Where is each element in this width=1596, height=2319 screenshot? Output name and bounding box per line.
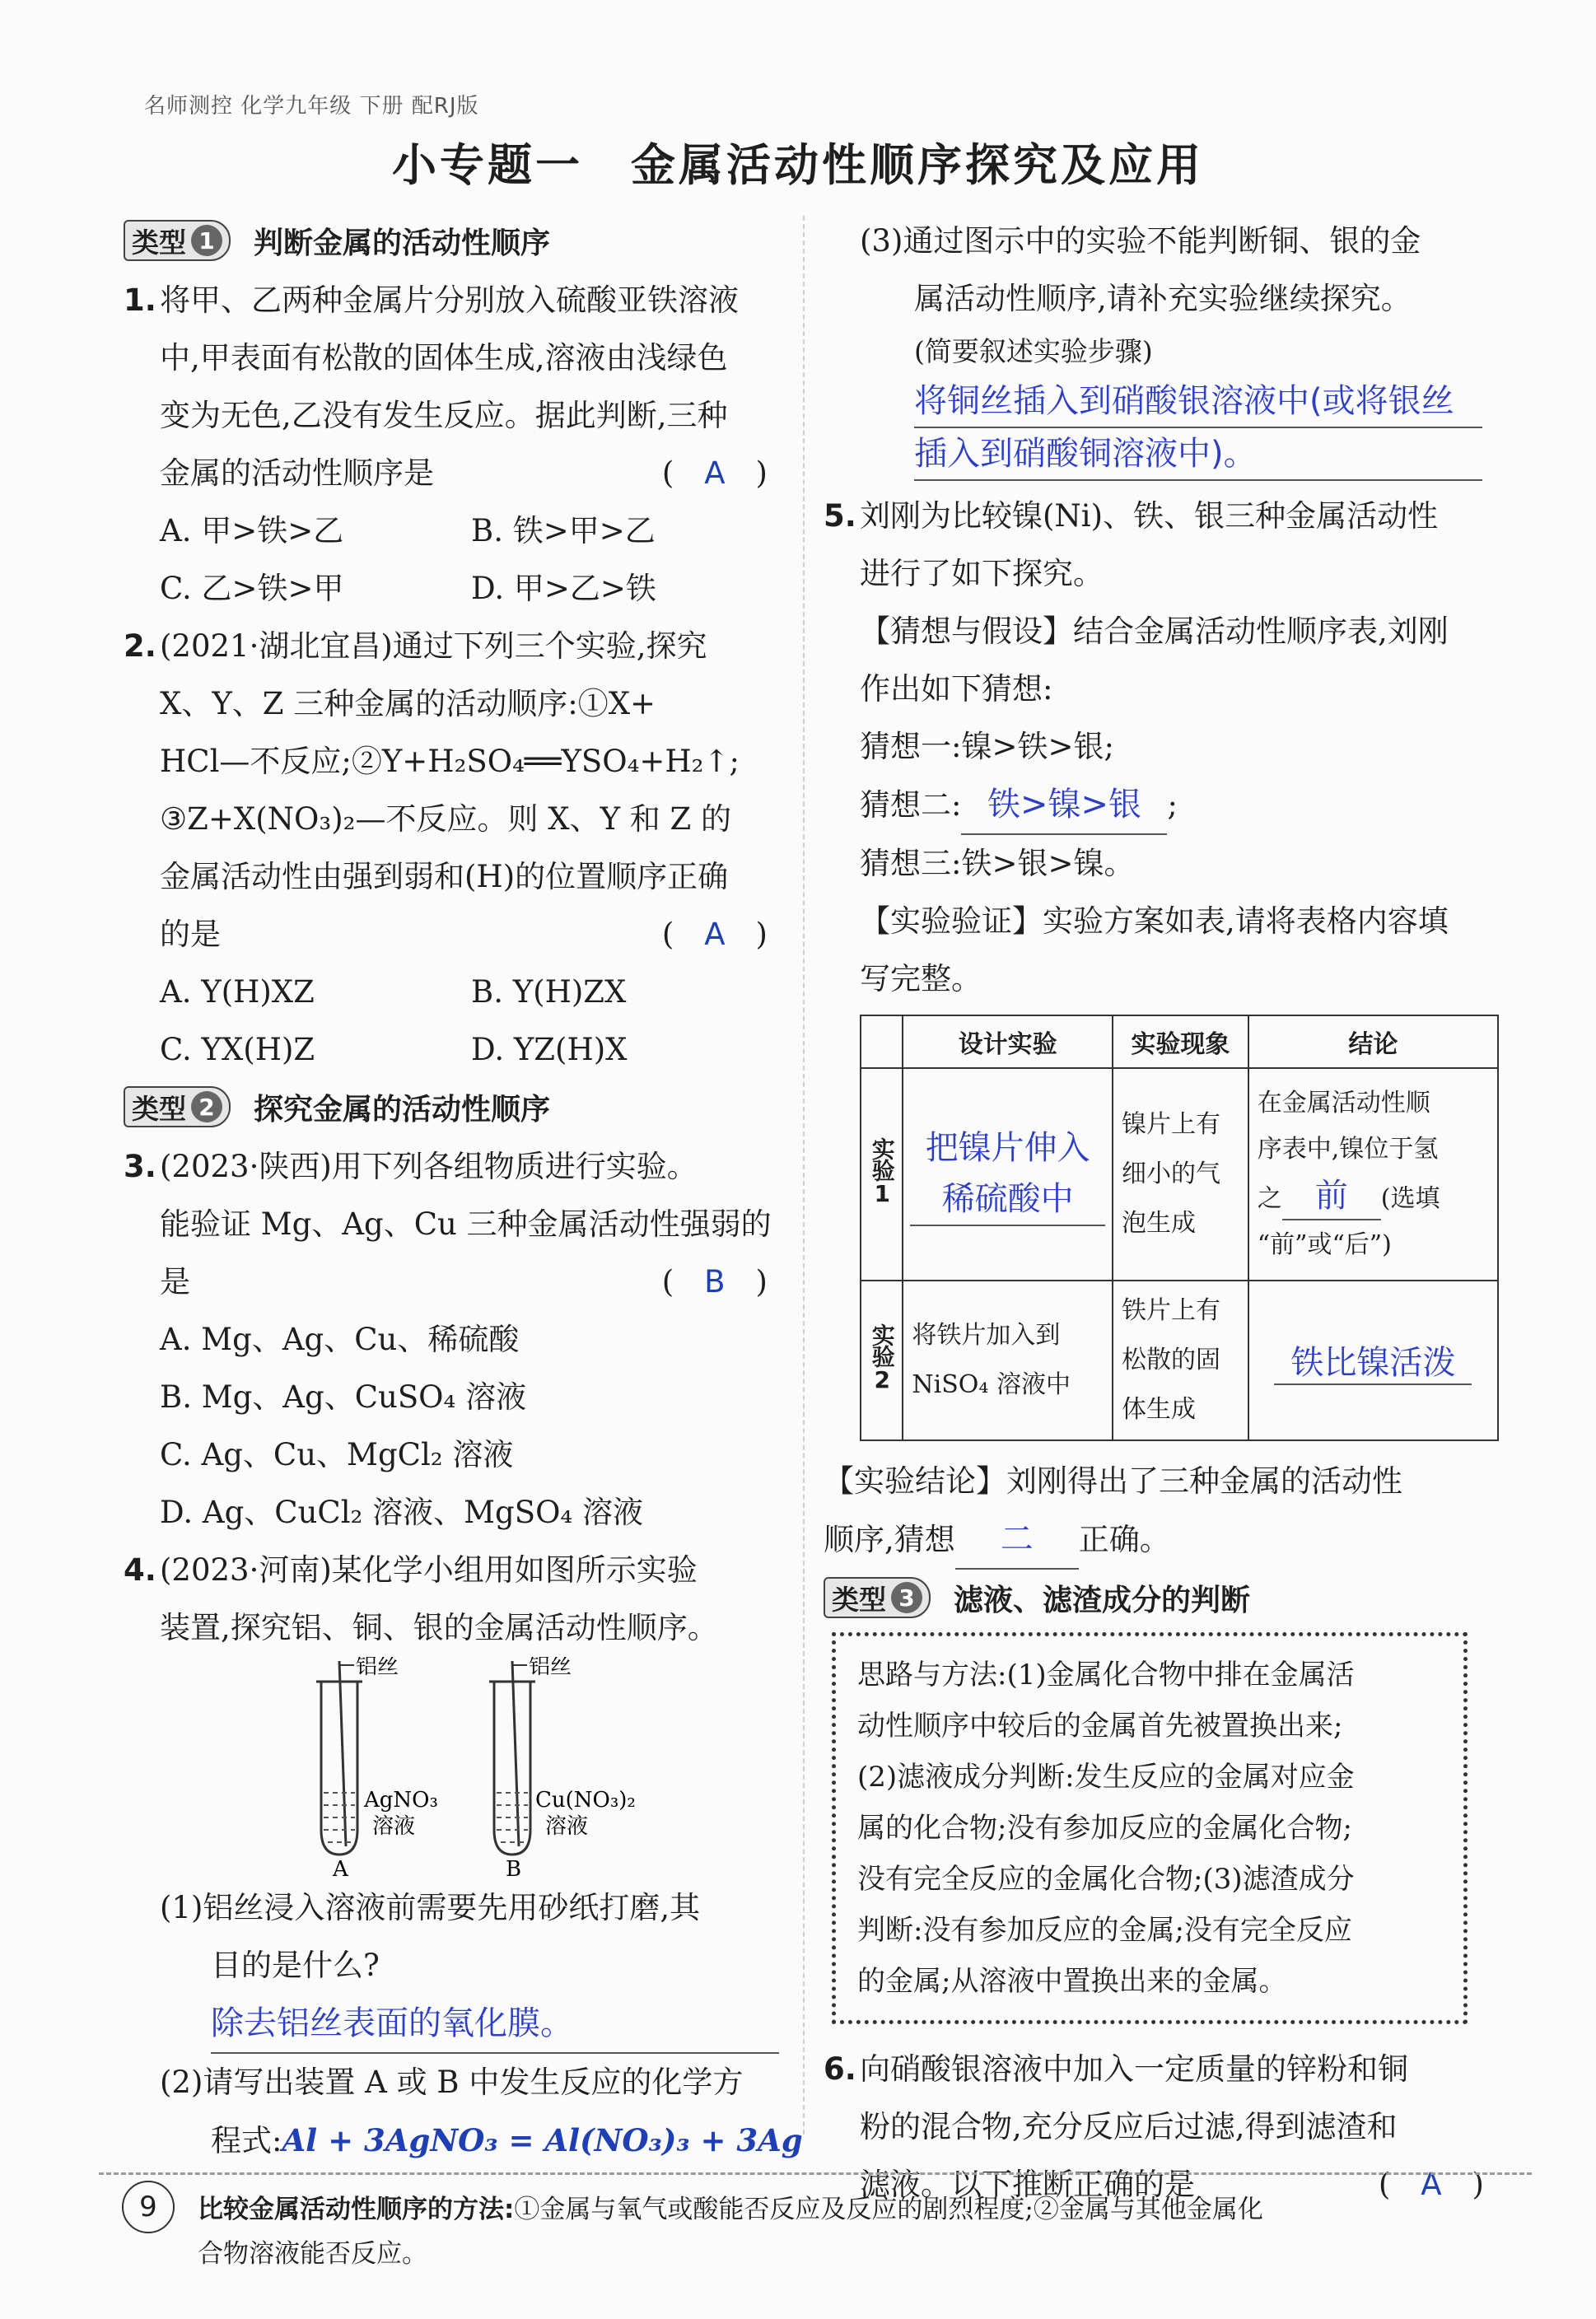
label-solution-a-word: 溶液 <box>372 1814 416 1839</box>
table-row <box>861 1068 1498 1281</box>
tip-line: 属的化合物;没有参加反应的金属化合物; <box>857 1812 1352 1845</box>
option-d: D. Ag、CuCl₂ 溶液、MgSO₄ 溶液 <box>160 1495 643 1530</box>
question-text: 装置,探究铝、铜、银的金属活动性顺序。 <box>160 1610 718 1645</box>
question-text: 是 <box>160 1264 190 1299</box>
cell-line: 体生成 <box>1122 1395 1196 1424</box>
cell-line: 镍片上有 <box>1122 1110 1220 1139</box>
answer-paren: ( B ) <box>661 1264 768 1299</box>
footer-tip-title: 比较金属活动性顺序的方法: <box>198 2195 515 2224</box>
option-b: B. Y(H)ZX <box>471 974 627 1010</box>
question-text: 的是 <box>160 917 221 952</box>
column-divider <box>803 216 805 2135</box>
handwritten-answer: 把镍片伸入稀硫酸中 <box>910 1122 1105 1226</box>
option-d: D. 甲>乙>铁 <box>471 571 656 606</box>
type2-heading <box>124 1080 782 1133</box>
option-a: A. Y(H)XZ <box>160 974 315 1010</box>
question-text: 将甲、乙两种金属片分别放入硫酸亚铁溶液 <box>160 282 739 318</box>
chemical-equation-answer: Al + 3AgNO₃ = Al(NO₃)₃ + 3Ag <box>282 2122 803 2158</box>
subquestion-text: 程式: <box>211 2123 282 2158</box>
options <box>124 560 782 618</box>
tip-line: 判断:没有参加反应的金属;没有完全反应 <box>857 1914 1352 1947</box>
row-label-text: 实验2 <box>868 1323 896 1392</box>
handwritten-answer: 插入到硝酸铜溶液中)。 <box>914 428 1482 481</box>
type-badge <box>824 1577 931 1618</box>
question-number: 6. <box>824 2051 856 2087</box>
type-label: 类型 <box>132 1092 186 1125</box>
option-d: D. YZ(H)X <box>471 1032 628 1067</box>
tip-line: (2)滤液成分判断:发生反应的金属对应金 <box>857 1761 1355 1794</box>
options <box>124 964 782 1021</box>
label-tube-b: B <box>506 1857 522 1879</box>
cell-line: (选填 <box>1380 1184 1440 1213</box>
option-c: C. Ag、Cu、MgCl₂ 溶液 <box>160 1437 514 1472</box>
handwritten-answer: 前 <box>1282 1173 1381 1220</box>
option-b: B. 铁>甲>乙 <box>471 513 656 548</box>
subquestion-text: (2)请写出装置 A 或 B 中发生反应的化学方 <box>160 2065 744 2100</box>
guess-1: 猜想一:镍>铁>银; <box>860 729 1114 764</box>
handwritten-answer: 将铜丝插入到硝酸银溶液中(或将银丝 <box>914 376 1482 428</box>
table-header: 设计实验 <box>903 1015 1113 1068</box>
question-text: 写完整。 <box>860 961 982 996</box>
options <box>124 502 782 560</box>
answer: A <box>1421 2167 1442 2202</box>
label-solution-b-word: 溶液 <box>545 1814 589 1839</box>
question-2 <box>124 618 782 1079</box>
tip-line: 没有完全反应的金属化合物;(3)滤渣成分 <box>857 1863 1355 1896</box>
table-cell <box>903 1281 1113 1440</box>
question-text: (2021·湖北宜昌)通过下列三个实验,探究 <box>160 628 707 664</box>
cell-line: 铁片上有 <box>1122 1296 1220 1325</box>
type-title: 探究金属的活动性顺序 <box>254 1092 551 1127</box>
type1-heading <box>124 214 782 267</box>
row-label <box>861 1068 903 1281</box>
book-header: 名师测控 化学九年级 下册 配RJ版 <box>144 94 479 119</box>
type-number: 2 <box>191 1091 222 1122</box>
label-aluminum-wire-a: 铝丝 <box>356 1657 399 1679</box>
subquestion-text: (简要叙述实验步骤) <box>914 335 1153 367</box>
guess-2-answer: 铁>镍>银 <box>961 776 1167 835</box>
table-header-empty <box>861 1015 903 1068</box>
question-number: 1. <box>124 282 156 318</box>
subquestion-text: 属活动性顺序,请补充实验继续探究。 <box>914 281 1412 316</box>
handwritten-answer: 除去铝丝表面的氧化膜。 <box>211 1995 779 2054</box>
question-text: 滤液。以下推断正确的是 <box>860 2167 1195 2202</box>
row-label-text: 实验1 <box>868 1136 896 1206</box>
question-4 <box>124 1542 803 2170</box>
table-cell <box>1113 1068 1248 1281</box>
label-solution-a: AgNO₃ <box>364 1788 438 1813</box>
question-text: 【实验结论】刘刚得出了三种金属的活动性 <box>824 1463 1402 1499</box>
question-number: 4. <box>124 1552 156 1588</box>
question-text: 正确。 <box>1078 1522 1170 1557</box>
guess-2-suffix: ; <box>1167 787 1178 823</box>
options <box>124 1021 782 1079</box>
option-a: A. 甲>铁>乙 <box>160 513 344 548</box>
footer-tip-text: 合物溶液能否反应。 <box>198 2239 427 2269</box>
table-header: 结论 <box>1248 1015 1498 1068</box>
question-text: X、Y、Z 三种金属的活动顺序:①X+ <box>160 686 656 721</box>
question-text: 向硝酸银溶液中加入一定质量的锌粉和铜 <box>860 2051 1408 2087</box>
footer-tip-text: ①金属与氧气或酸能否反应及反应的剧烈程度;②金属与其他金属化 <box>514 2195 1263 2224</box>
cell-line: 泡生成 <box>1122 1209 1196 1238</box>
table-row <box>861 1281 1498 1440</box>
answer-paren: ( A ) <box>661 917 768 952</box>
type-badge <box>124 1086 231 1127</box>
question-text: 中,甲表面有松散的固体生成,溶液由浅绿色 <box>160 340 728 376</box>
cell-line: 细小的气 <box>1122 1160 1220 1188</box>
option-c: C. 乙>铁>甲 <box>160 571 344 606</box>
cell-line: 在金属活动性顺 <box>1257 1089 1430 1118</box>
cell-line: 将铁片加入到 <box>912 1321 1061 1350</box>
question-text: HCl—不反应;②Y+H₂SO₄══YSO₄+H₂↑; <box>160 744 740 779</box>
answer-paren: ( A ) <box>661 455 768 491</box>
type-title: 滤液、滤渣成分的判断 <box>954 1583 1251 1617</box>
cell-line: “前”或“后”) <box>1257 1230 1392 1259</box>
question-number: 2. <box>124 628 156 664</box>
label-aluminum-wire-b: 铝丝 <box>529 1657 572 1679</box>
question-1 <box>124 272 782 618</box>
label-tube-a: A <box>333 1857 348 1879</box>
type3-heading <box>824 1571 1499 1624</box>
left-column <box>124 212 803 2170</box>
question-text: 金属活动性由强到弱和(H)的位置顺序正确 <box>160 859 729 894</box>
row-label <box>861 1281 903 1440</box>
method-tip-box <box>832 1632 1468 2024</box>
type-title: 判断金属的活动性顺序 <box>254 226 551 260</box>
question-text: (2023·陕西)用下列各组物质进行实验。 <box>160 1149 698 1184</box>
label-solution-b: Cu(NO₃)₂ <box>535 1788 636 1813</box>
cell-line: 之 <box>1257 1184 1282 1213</box>
question-number: 5. <box>824 498 856 534</box>
type-label: 类型 <box>832 1583 886 1616</box>
tip-line: 的金属;从溶液中置换出来的金属。 <box>857 1965 1287 1998</box>
question-text: 刘刚为比较镍(Ni)、铁、银三种金属活动性 <box>860 498 1439 534</box>
right-column <box>824 212 1499 2214</box>
table-header-row <box>861 1015 1498 1068</box>
question-text: (2023·河南)某化学小组用如图所示实验 <box>160 1552 698 1588</box>
test-tube-a <box>316 1661 362 1855</box>
table-cell <box>1248 1281 1498 1440</box>
footer-tip <box>198 2187 1482 2276</box>
table-header: 实验现象 <box>1113 1015 1248 1068</box>
cell-line: 松散的固 <box>1122 1346 1220 1374</box>
guess-3: 猜想三:铁>银>镍。 <box>860 846 1135 881</box>
question-text: ③Z+X(NO₃)₂—不反应。则 X、Y 和 Z 的 <box>160 801 731 837</box>
question-text: 【猜想与假设】结合金属活动性顺序表,刘刚 <box>860 614 1449 649</box>
option-a: A. Mg、Ag、Cu、稀硫酸 <box>160 1322 520 1357</box>
subquestion-text: (1)铝丝浸入溶液前需要先用砂纸打磨,其 <box>160 1890 701 1925</box>
question-text: 作出如下猜想: <box>860 671 1053 707</box>
question-text: 能验证 Mg、Ag、Cu 三种金属活动性强弱的 <box>160 1206 772 1242</box>
table-cell <box>1113 1281 1248 1440</box>
question-number: 3. <box>124 1149 156 1184</box>
question-text: 进行了如下探究。 <box>860 556 1104 591</box>
table-cell <box>1248 1068 1498 1281</box>
page-title: 小专题一 金属活动性顺序探究及应用 <box>392 139 1204 191</box>
answer: B <box>704 1264 726 1299</box>
experiment-apparatus-figure <box>305 1657 782 1879</box>
question-5 <box>824 488 1499 1570</box>
guess-2-label: 猜想二: <box>860 787 962 823</box>
question-text: 变为无色,乙没有发生反应。据此判断,三种 <box>160 398 728 433</box>
answer: A <box>704 455 726 491</box>
question-text: 顺序,猜想 <box>824 1522 955 1557</box>
tip-line: 思路与方法:(1)金属化合物中排在金属活 <box>857 1659 1355 1691</box>
option-b: B. Mg、Ag、CuSO₄ 溶液 <box>160 1379 527 1415</box>
type-label: 类型 <box>132 226 186 259</box>
table-cell <box>903 1068 1113 1281</box>
answer-paren: ( A ) <box>1378 2167 1484 2202</box>
subquestion-text: (3)通过图示中的实验不能判断铜、银的金 <box>860 223 1421 259</box>
type-number: 1 <box>191 225 222 256</box>
question-text: 粉的混合物,充分反应后过滤,得到滤渣和 <box>860 2109 1398 2144</box>
subquestion-text: 目的是什么? <box>211 1948 380 1983</box>
test-tube-b <box>489 1661 535 1855</box>
answer: A <box>704 917 726 952</box>
handwritten-answer: 二 <box>955 1510 1079 1570</box>
question-3 <box>124 1138 782 1542</box>
type-badge <box>124 220 231 261</box>
cell-line: NiSO₄ 溶液中 <box>912 1370 1071 1399</box>
page-number: 9 <box>122 2181 175 2233</box>
experiment-table <box>860 1015 1499 1441</box>
question-text: 金属的活动性顺序是 <box>160 455 434 491</box>
test-tubes-diagram <box>305 1657 651 1879</box>
footer-rule <box>99 2172 1532 2175</box>
tip-line: 动性顺序中较后的金属首先被置换出来; <box>857 1710 1343 1743</box>
cell-line: 序表中,镍位于氢 <box>1257 1135 1439 1164</box>
handwritten-answer: 铁比镍活泼 <box>1274 1337 1472 1385</box>
question-text: 【实验验证】实验方案如表,请将表格内容填 <box>860 903 1449 939</box>
option-c: C. YX(H)Z <box>160 1032 315 1067</box>
type-number: 3 <box>891 1582 922 1613</box>
